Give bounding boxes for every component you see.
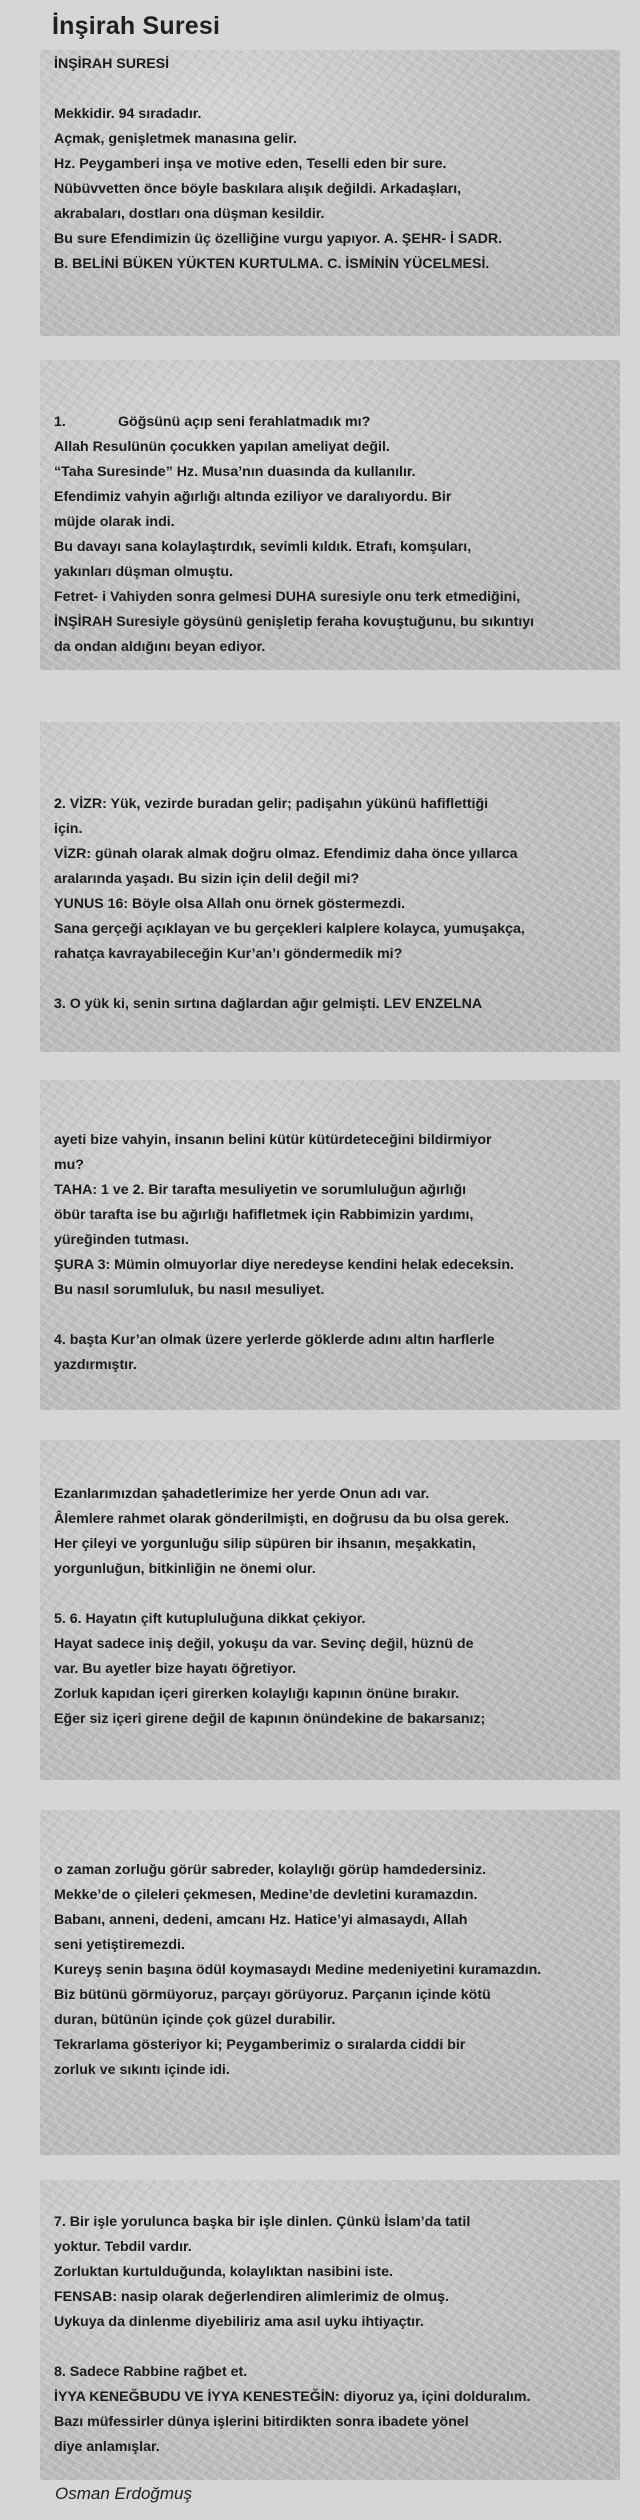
text-line: Eğer siz içeri girene değil de kapının önündekine de bakarsanız; xyxy=(54,1711,486,1727)
text-line: Zorluktan kurtulduğunda, kolaylıktan nasibini iste. xyxy=(54,2264,393,2280)
text-line: FENSAB: nasip olarak değerlendiren alimlerimiz de olmuş. xyxy=(54,2289,449,2305)
item-number: 1. xyxy=(54,414,66,430)
slide-5 xyxy=(40,1440,620,1780)
text-line: Bazı müfessirler dünya işlerini bitirdikten sonra ibadete yönel xyxy=(54,2414,469,2430)
text-line: yazdırmıştır. xyxy=(54,1357,137,1373)
text-line: YUNUS 16: Böyle olsa Allah onu örnek göstermezdi. xyxy=(54,896,406,912)
text-line: o zaman zorluğu görür sabreder, kolaylığı görüp hamdedersiniz. xyxy=(54,1862,487,1878)
text-line: İYYA KENEĞBUDU VE İYYA KENESTEĞİN: diyoruz ya, içini dolduralım. xyxy=(54,2389,531,2405)
blank-line xyxy=(54,967,612,992)
text-line: müjde olarak indi. xyxy=(54,514,175,530)
text-line: Bu nasıl sorumluluk, bu nasıl mesuliyet. xyxy=(54,1282,325,1298)
text-line: Nübüvvetten önce böyle baskılara alışık değildi. Arkadaşları, xyxy=(54,181,462,197)
text-line: da ondan aldığını beyan ediyor. xyxy=(54,639,266,655)
slide-4 xyxy=(40,1080,620,1410)
text-line: VİZR: günah olarak almak doğru olmaz. Efendimiz daha önce yıllarca xyxy=(54,846,518,862)
blank-line xyxy=(54,1582,612,1607)
text-line: duran, bütünün içinde çok güzel durabilir. xyxy=(54,2012,336,2028)
text-line: Âlemlere rahmet olarak gönderilmişti, en doğrusu da bu olsa gerek. xyxy=(54,1511,509,1527)
text-line: Zorluk kapıdan içeri girerken kolaylığı kapının önüne bırakır. xyxy=(54,1686,460,1702)
text-line: için. xyxy=(54,821,83,837)
text-line: rahatça kavrayabileceğin Kur’an’ı göndermedik mi? xyxy=(54,946,403,962)
text-line: ŞURA 3: Mümin olmuyorlar diye neredeyse kendini helak edeceksin. xyxy=(54,1257,514,1273)
text-line: Bu davayı sana kolaylaştırdık, sevimli kıldık. Etrafı, komşuları, xyxy=(54,539,472,555)
text-line: Allah Resulünün çocukken yapılan ameliyat değil. xyxy=(54,439,390,455)
text-line: zorluk ve sıkıntı içinde idi. xyxy=(54,2062,230,2078)
text-line: Mekkidir. 94 sıradadır. xyxy=(54,106,202,122)
text-line: yorgunluğun, bitkinliğin ne önemi olur. xyxy=(54,1561,316,1577)
page-title: İnşirah Suresi xyxy=(52,12,221,40)
text-line: akrabaları, dostları ona düşman kesildir. xyxy=(54,206,325,222)
text-line: seni yetiştiremezdi. xyxy=(54,1937,185,1953)
text-line xyxy=(54,410,612,435)
text-line: Mekke’de o çileleri çekmesen, Medine’de devletini kuramazdın. xyxy=(54,1887,478,1903)
item-text: Göğsünü açıp seni ferahlatmadık mı? xyxy=(118,414,371,430)
text-line: Bu sure Efendimizin üç özelliğine vurgu yapıyor. A. ŞEHR- İ SADR. xyxy=(54,231,503,247)
text-line: Babanı, anneni, dedeni, amcanı Hz. Hatice’yi almasaydı, Allah xyxy=(54,1912,468,1928)
text-line: diye anlamışlar. xyxy=(54,2439,160,2455)
text-line: var. Bu ayetler bize hayatı öğretiyor. xyxy=(54,1661,297,1677)
text-line: Fetret- i Vahiyden sonra gelmesi DUHA suresiyle onu terk etmediğini, xyxy=(54,589,521,605)
text-line: öbür tarafta ise bu ağırlığı hafifletmek için Rabbimizin yardımı, xyxy=(54,1207,474,1223)
text-line: Tekrarlama gösteriyor ki; Peygamberimiz o sıralarda ciddi bir xyxy=(54,2037,466,2053)
text-line: “Taha Suresinde” Hz. Musa’nın duasında da kullanılır. xyxy=(54,464,416,480)
text-line: 5. 6. Hayatın çift kutupluluğuna dikkat çekiyor. xyxy=(54,1611,366,1627)
text-line: B. BELİNİ BÜKEN YÜKTEN KURTULMA. C. İSMİNİN YÜCELMESİ. xyxy=(54,256,490,272)
text-line: 3. O yük ki, senin sırtına dağlardan ağır gelmişti. LEV ENZELNA xyxy=(54,996,483,1012)
text-line: aralarında yaşadı. Bu sizin için delil değil mi? xyxy=(54,871,360,887)
blank-line xyxy=(54,77,612,102)
text-line: yakınları düşman olmuştu. xyxy=(54,564,233,580)
blank-line xyxy=(54,2335,612,2360)
slide-3 xyxy=(40,722,620,1052)
text-line: Her çileyi ve yorgunluğu silip süpüren bir ihsanın, meşakkatin, xyxy=(54,1536,476,1552)
blank-line xyxy=(54,1303,612,1328)
text-line: Hayat sadece iniş değil, yokuşu da var. Sevinç değil, hüznü de xyxy=(54,1636,474,1652)
text-line: Efendimiz vahyin ağırlığı altında eziliyor ve daralıyordu. Bir xyxy=(54,489,452,505)
text-line: ayeti bize vahyin, insanın belini kütür kütürdeteceğini bildirmiyor xyxy=(54,1132,492,1148)
text-line: 8. Sadece Rabbine rağbet et. xyxy=(54,2364,248,2380)
text-line: Hz. Peygamberi inşa ve motive eden, Teselli eden bir sure. xyxy=(54,156,447,172)
text-line: 2. VİZR: Yük, vezirde buradan gelir; padişahın yükünü hafiflettiği xyxy=(54,796,489,812)
text-line: Biz bütünü görmüyoruz, parçayı görüyoruz. Parçanın içinde kötü xyxy=(54,1987,491,2003)
text-line: Sana gerçeği açıklayan ve bu gerçekleri kalplere kolayca, yumuşakça, xyxy=(54,921,525,937)
text-line: 4. başta Kur’an olmak üzere yerlerde göklerde adını altın harflerle xyxy=(54,1332,495,1348)
text-line: yüreğinden tutması. xyxy=(54,1232,189,1248)
text-line: İNŞİRAH Suresiyle göysünü genişletip feraha kovuştuğunu, bu sıkıntıyı xyxy=(54,614,535,630)
slide-7 xyxy=(40,2180,620,2480)
text-line: Açmak, genişletmek manasına gelir. xyxy=(54,131,297,147)
section-heading: İNŞİRAH SURESİ xyxy=(54,56,170,72)
text-line: TAHA: 1 ve 2. Bir tarafta mesuliyetin ve sorumluluğun ağırlığı xyxy=(54,1182,467,1198)
slide-6 xyxy=(40,1810,620,2155)
text-line: Kureyş senin başına ödül koymasaydı Medine medeniyetini kuramazdın. xyxy=(54,1962,542,1978)
text-line: mu? xyxy=(54,1157,84,1173)
text-line: Uykuya da dinlenme diyebiliriz ama asıl uyku ihtiyaçtır. xyxy=(54,2314,424,2330)
text-line: 7. Bir işle yorulunca başka bir işle dinlen. Çünkü İslam’da tatil xyxy=(54,2214,471,2230)
slide-1 xyxy=(40,50,620,336)
text-line: Ezanlarımızdan şahadetlerimize her yerde Onun adı var. xyxy=(54,1486,430,1502)
text-line: yoktur. Tebdil vardır. xyxy=(54,2239,192,2255)
author-signature: Osman Erdoğmuş xyxy=(55,2484,192,2503)
slide-2 xyxy=(40,360,620,670)
